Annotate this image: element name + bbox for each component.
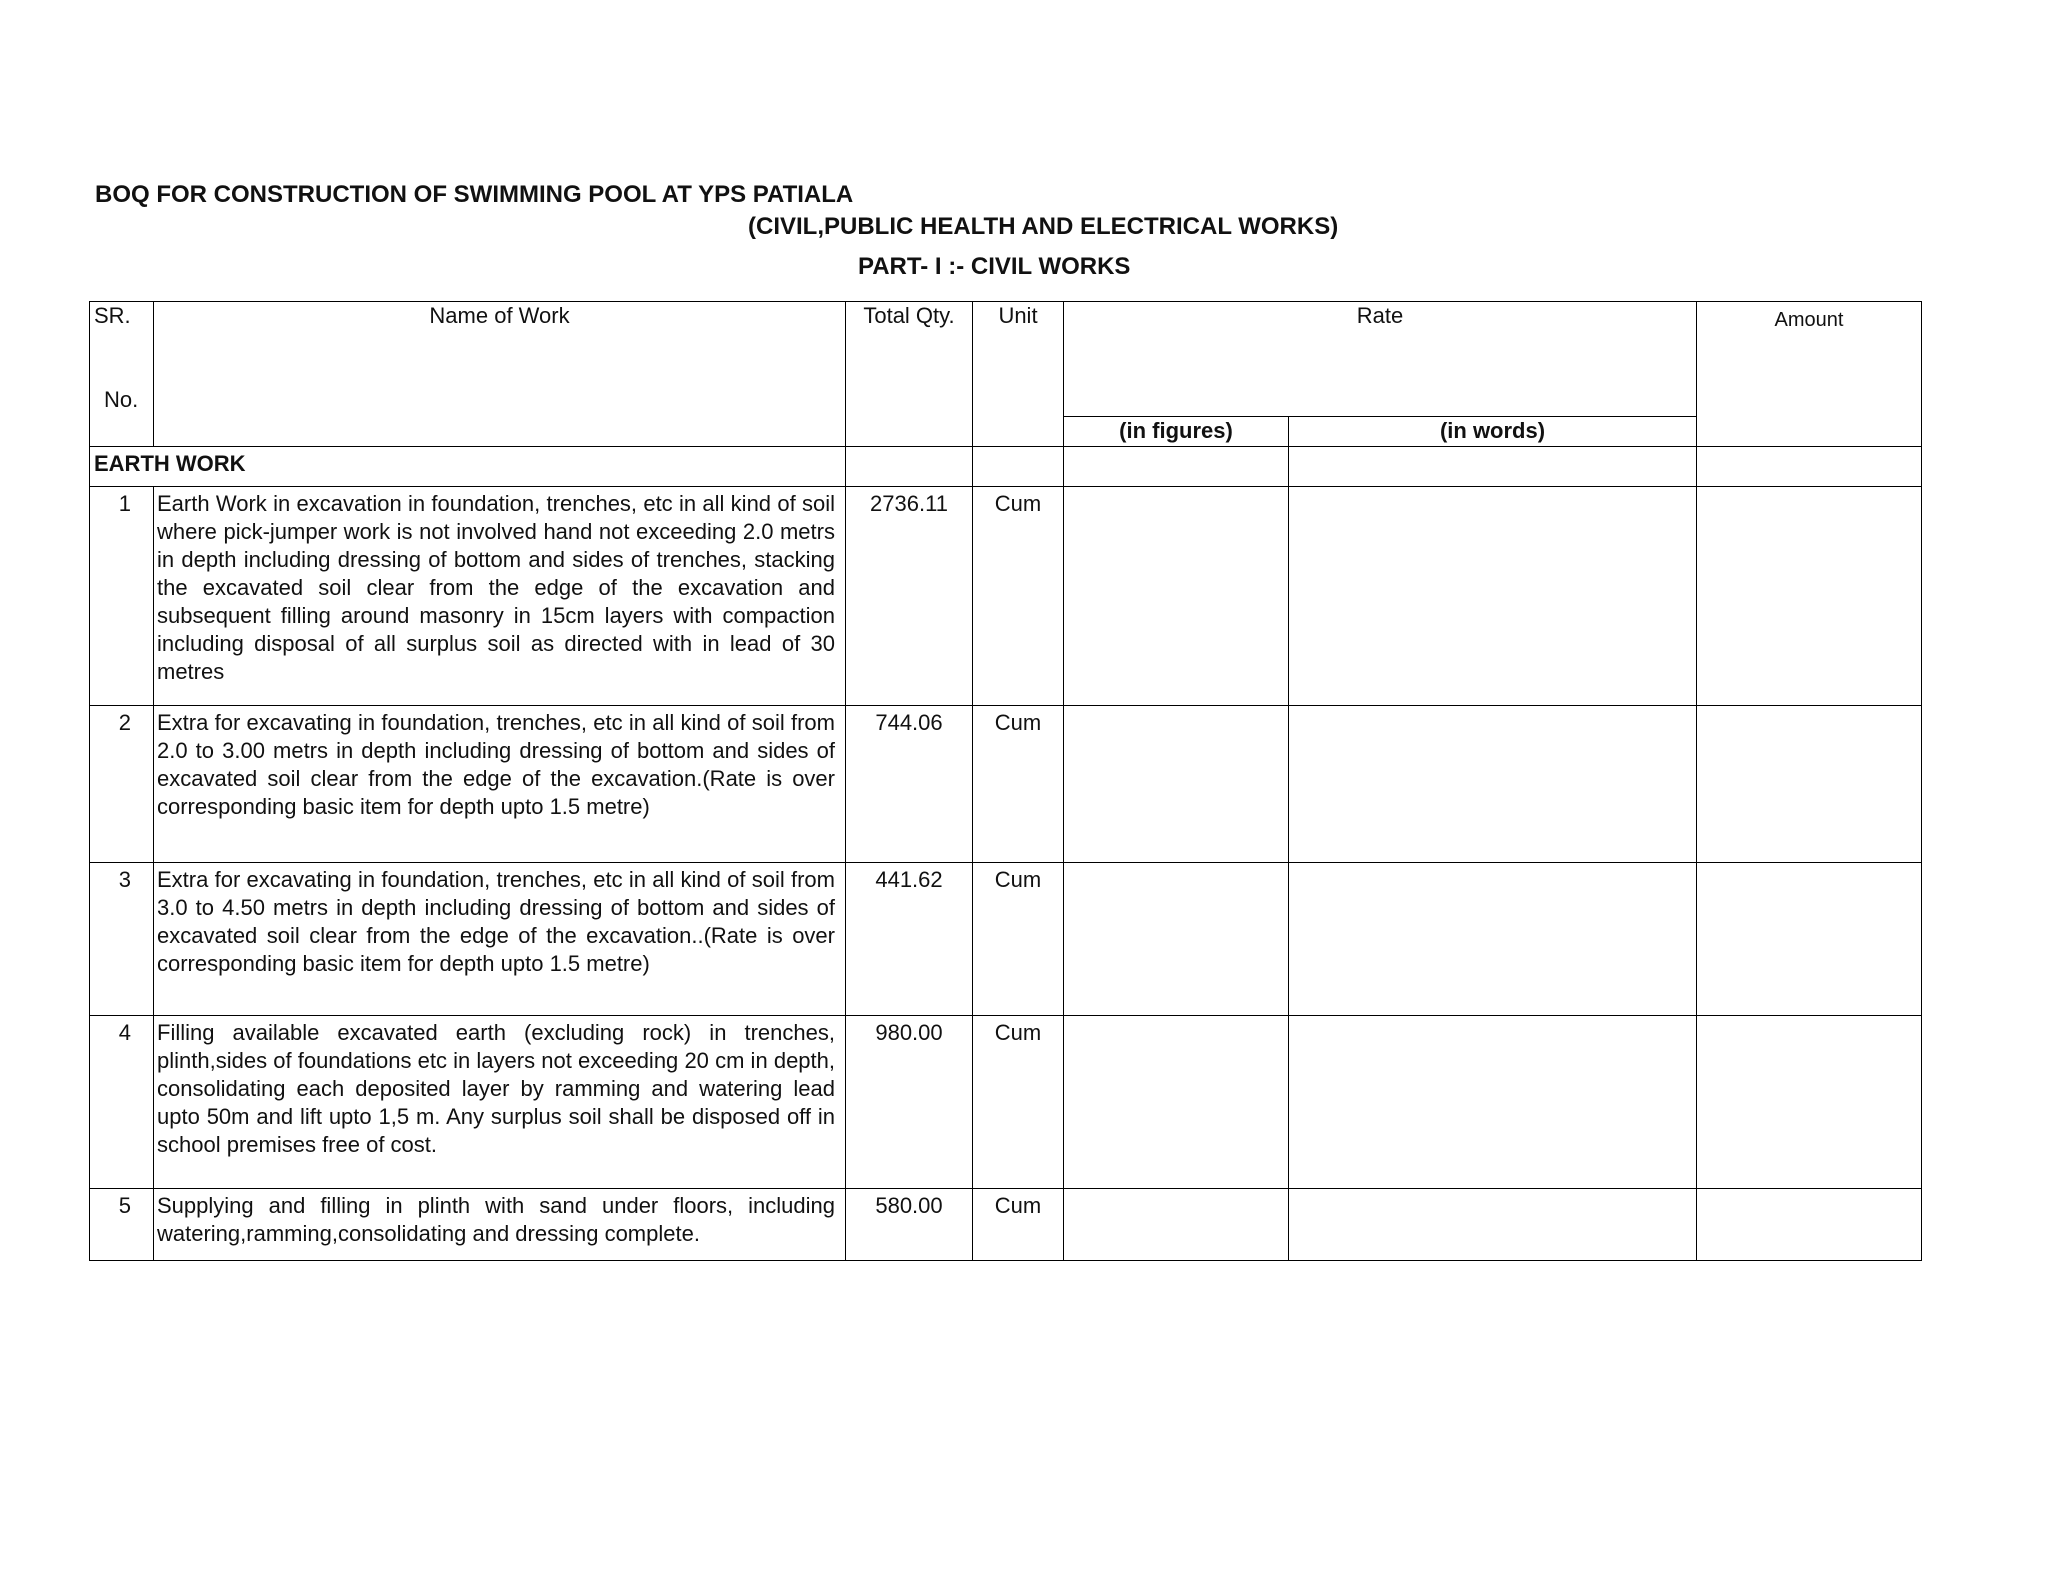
row-rate-words (1289, 706, 1697, 863)
table-row (90, 863, 1922, 1016)
table-row (90, 1189, 1922, 1261)
row-amount (1697, 1189, 1922, 1261)
table-row (90, 706, 1922, 863)
row-rate-figures (1064, 487, 1289, 706)
part-heading: PART- I :- CIVIL WORKS (858, 253, 1131, 280)
row-qty: 744.06 (846, 706, 973, 863)
row-rate-words (1289, 1016, 1697, 1189)
row-description: Earth Work in excavation in foundation, trenches, etc in all kind of soil where pick-jumper work is not involved hand not exceeding 2.0 metrs in depth including dressing of bottom and sides of trenches, stacking the excavated soil clear from the edge of the excavation and subsequent filling around masonry in 15cm layers with compaction including disposal of all surplus soil as directed with in lead of 30 metres (154, 487, 846, 706)
header-sr (90, 302, 154, 447)
row-description: Supplying and filling in plinth with sand under floors, including watering,ramming,consolidating and dressing complete. (154, 1189, 846, 1261)
row-unit: Cum (973, 706, 1064, 863)
row-amount (1697, 863, 1922, 1016)
header-amount: Amount (1697, 302, 1922, 447)
row-sr: 4 (90, 1016, 154, 1189)
row-qty: 980.00 (846, 1016, 973, 1189)
row-rate-figures (1064, 706, 1289, 863)
row-rate-figures (1064, 1016, 1289, 1189)
header-name-of-work: Name of Work (154, 302, 846, 447)
header-rate-words: (in words) (1289, 417, 1697, 447)
row-unit: Cum (973, 863, 1064, 1016)
row-sr: 2 (90, 706, 154, 863)
row-sr: 5 (90, 1189, 154, 1261)
row-qty: 580.00 (846, 1189, 973, 1261)
row-rate-words (1289, 487, 1697, 706)
table-row (90, 1016, 1922, 1189)
empty-cell (973, 447, 1064, 487)
document-subtitle: (CIVIL,PUBLIC HEALTH AND ELECTRICAL WORKS) (748, 213, 1339, 240)
row-amount (1697, 1016, 1922, 1189)
row-rate-figures (1064, 1189, 1289, 1261)
boq-table (89, 301, 1922, 1261)
row-rate-words (1289, 1189, 1697, 1261)
row-description: Extra for excavating in foundation, trenches, etc in all kind of soil from 3.0 to 4.50 metrs in depth including dressing of bottom and sides of excavated soil clear from the edge of the excavation..(Rate is over corresponding basic item for depth upto 1.5 metre) (154, 863, 846, 1016)
header-total-qty: Total Qty. (846, 302, 973, 447)
header-unit: Unit (973, 302, 1064, 447)
row-unit: Cum (973, 1016, 1064, 1189)
document-title: BOQ FOR CONSTRUCTION OF SWIMMING POOL AT YPS PATIALA (95, 181, 854, 208)
row-qty: 441.62 (846, 863, 973, 1016)
row-sr: 1 (90, 487, 154, 706)
empty-cell (1697, 447, 1922, 487)
section-heading: EARTH WORK (90, 447, 846, 487)
row-rate-figures (1064, 863, 1289, 1016)
header-sr-line1: SR. (94, 303, 131, 328)
empty-cell (846, 447, 973, 487)
row-rate-words (1289, 863, 1697, 1016)
header-rate-figures: (in figures) (1064, 417, 1289, 447)
row-qty: 2736.11 (846, 487, 973, 706)
row-description: Extra for excavating in foundation, trenches, etc in all kind of soil from 2.0 to 3.00 metrs in depth including dressing of bottom and sides of excavated soil clear from the edge of the excavation.(Rate is over corresponding basic item for depth upto 1.5 metre) (154, 706, 846, 863)
empty-cell (1289, 447, 1697, 487)
row-unit: Cum (973, 487, 1064, 706)
row-unit: Cum (973, 1189, 1064, 1261)
table-row (90, 487, 1922, 706)
empty-cell (1064, 447, 1289, 487)
header-rate: Rate (1064, 302, 1697, 417)
row-sr: 3 (90, 863, 154, 1016)
row-amount (1697, 706, 1922, 863)
row-amount (1697, 487, 1922, 706)
header-sr-line2: No. (104, 387, 139, 412)
row-description: Filling available excavated earth (excluding rock) in trenches, plinth,sides of foundations etc in layers not exceeding 20 cm in depth, consolidating each deposited layer by ramming and watering lead upto 50m and lift upto 1,5 m. Any surplus soil shall be disposed off in school premises free of cost. (154, 1016, 846, 1189)
